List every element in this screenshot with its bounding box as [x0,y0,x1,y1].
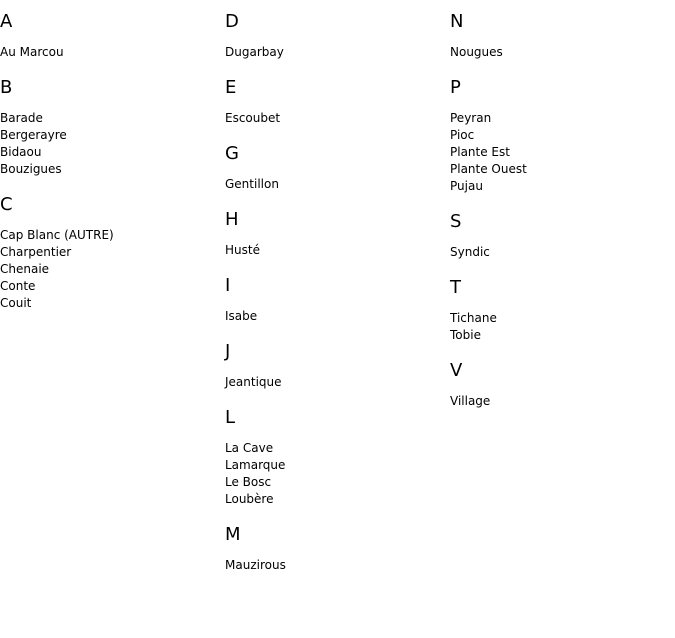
location-link[interactable]: Bergerayre [0,128,67,142]
location-list [225,308,445,325]
location-link[interactable]: Bidaou [0,145,42,159]
letter-group-b [0,76,220,178]
location-link[interactable]: Pioc [450,128,475,142]
location-link[interactable]: Village [450,394,491,408]
location-list [225,557,445,574]
letter-group-i [225,274,445,325]
location-list [0,44,220,61]
index-column-1 [0,10,220,327]
location-list [0,227,220,312]
location-link[interactable]: Barade [0,111,43,125]
location-link[interactable]: Charpentier [0,245,72,259]
location-list [450,393,670,410]
letter-group-v [450,359,670,410]
location-list [450,244,670,261]
letter-heading: J [225,341,231,362]
letter-group-j [225,340,445,391]
location-link[interactable]: Couit [0,296,32,310]
letter-heading: C [0,194,13,215]
location-list [225,110,445,127]
letter-heading: B [0,77,13,98]
location-link[interactable]: Plante Ouest [450,162,527,176]
letter-group-s [450,210,670,261]
letter-group-t [450,276,670,344]
letter-heading: A [0,11,13,32]
location-link[interactable]: Jeantique [225,375,282,389]
location-list [450,44,670,61]
index-column-2 [225,10,445,589]
location-link[interactable]: Mauzirous [225,558,286,572]
index-column-3 [450,10,670,425]
location-link[interactable]: Bouzigues [0,162,62,176]
location-link[interactable]: Isabe [225,309,258,323]
letter-heading: P [450,77,461,98]
letter-heading: I [225,275,231,296]
location-link[interactable]: Tobie [450,328,481,342]
location-link[interactable]: La Cave [225,441,274,455]
letter-heading: T [450,277,461,298]
location-list [450,110,670,195]
location-link[interactable]: Cap Blanc (AUTRE) [0,228,114,242]
location-list [225,440,445,508]
location-link[interactable]: Chenaie [0,262,50,276]
location-link[interactable]: Conte [0,279,36,293]
location-link[interactable]: Husté [225,243,260,257]
letter-heading: H [225,209,239,230]
letter-group-e [225,76,445,127]
location-list [225,374,445,391]
location-list [225,176,445,193]
letter-heading: L [225,407,236,428]
location-list [225,242,445,259]
location-link[interactable]: Lamarque [225,458,286,472]
letter-group-l [225,406,445,508]
letter-group-n [450,10,670,61]
location-link[interactable]: Nougues [450,45,503,59]
location-link[interactable]: Plante Est [450,145,510,159]
letter-heading: D [225,11,239,32]
letter-heading: E [225,77,237,98]
location-list [450,310,670,344]
location-link[interactable]: Syndic [450,245,490,259]
location-link[interactable]: Pujau [450,179,483,193]
letter-group-d [225,10,445,61]
letter-heading: N [450,11,464,32]
letter-group-a [0,10,220,61]
location-link[interactable]: Le Bosc [225,475,272,489]
letter-heading: M [225,524,241,545]
letter-heading: G [225,143,239,164]
location-list [225,44,445,61]
location-link[interactable]: Dugarbay [225,45,284,59]
location-link[interactable]: Au Marcou [0,45,64,59]
location-link[interactable]: Tichane [450,311,497,325]
letter-group-m [225,523,445,574]
location-link[interactable]: Escoubet [225,111,281,125]
location-link[interactable]: Loubère [225,492,274,506]
letter-group-c [0,193,220,312]
location-list [0,110,220,178]
letter-group-g [225,142,445,193]
location-link[interactable]: Gentillon [225,177,279,191]
letter-heading: V [450,360,463,381]
location-link[interactable]: Peyran [450,111,492,125]
letter-group-h [225,208,445,259]
letter-group-p [450,76,670,195]
letter-heading: S [450,211,462,232]
